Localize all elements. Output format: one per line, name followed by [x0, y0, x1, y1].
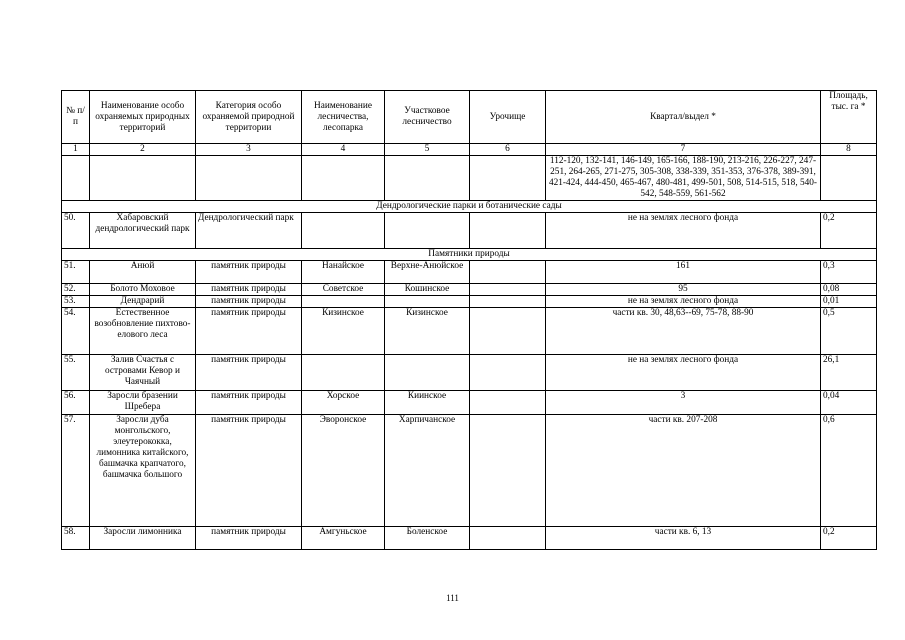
table-row [62, 308, 877, 355]
protected-areas-table [61, 90, 877, 550]
row-tract [470, 355, 546, 391]
column-number: 6 [470, 144, 546, 156]
row-district: Киинское [385, 391, 470, 415]
row-name: Анюй [90, 261, 196, 284]
row-category: памятник природы [196, 261, 302, 284]
table-row [62, 391, 877, 415]
row-forestry: Советское [302, 284, 385, 296]
table-row [62, 296, 877, 308]
column-number: 3 [196, 144, 302, 156]
section-title-dendro: Дендрологические парки и ботанические сады [62, 201, 877, 213]
table-row [62, 213, 877, 249]
row-forestry [302, 213, 385, 249]
row-area: 0,01 [821, 296, 877, 308]
row-num: 56. [62, 391, 90, 415]
header-area: Площадь, тыс. га * [821, 91, 877, 144]
row-area: 0,6 [821, 415, 877, 527]
row-num: 57. [62, 415, 90, 527]
header-num: № п/п [62, 91, 90, 144]
row-district: Кошинское [385, 284, 470, 296]
row-area: 0,5 [821, 308, 877, 355]
header-district: Участковое лесничество [385, 91, 470, 144]
row-forestry: Нанайское [302, 261, 385, 284]
table-row [62, 415, 877, 527]
header-quarter: Квартал/выдел * [546, 91, 821, 144]
row-name: Заросли бразении Шребера [90, 391, 196, 415]
row-tract [470, 391, 546, 415]
row-forestry: Кизинское [302, 308, 385, 355]
row-forestry: Амгуньское [302, 527, 385, 550]
row-num: 53. [62, 296, 90, 308]
header-row [62, 91, 877, 144]
row-category: памятник природы [196, 527, 302, 550]
row-category: памятник природы [196, 296, 302, 308]
row-forestry: Хорское [302, 391, 385, 415]
row-name: Заросли дуба монгольского, элеутерококка, лимонника китайского, башмачка крапчатого, башмачка большого [90, 415, 196, 527]
column-number: 5 [385, 144, 470, 156]
row-area: 0,04 [821, 391, 877, 415]
row-area: 0,08 [821, 284, 877, 296]
column-number: 7 [546, 144, 821, 156]
row-area: 0,2 [821, 213, 877, 249]
row-category: памятник природы [196, 415, 302, 527]
row-district: Верхне-Анюйское [385, 261, 470, 284]
row-category: памятник природы [196, 284, 302, 296]
continuation-row [62, 156, 877, 201]
header-tract: Урочище [470, 91, 546, 144]
table-row [62, 355, 877, 391]
row-quarter: не на землях лесного фонда [546, 355, 821, 391]
row-area: 0,2 [821, 527, 877, 550]
row-tract [470, 261, 546, 284]
continuation-quarter: 112-120, 132-141, 146-149, 165-166, 188-190, 213-216, 226-227, 247-251, 264-265, 271-275, 305-308, 338-339, 351-353, 376-378, 389-391, 421-424, 444-450, 465-467, 480-481, 499-501, 508, 514-515, 518, 540-542, 548-559, 561-562 [546, 156, 821, 201]
row-tract [470, 296, 546, 308]
row-district: Боленское [385, 527, 470, 550]
row-area: 0,3 [821, 261, 877, 284]
row-name: Естественное возобновление пихтово-елового леса [90, 308, 196, 355]
row-category: памятник природы [196, 355, 302, 391]
header-name: Наименование особо охраняемых природных территорий [90, 91, 196, 144]
row-num: 58. [62, 527, 90, 550]
row-tract [470, 527, 546, 550]
row-category: памятник природы [196, 391, 302, 415]
table-row [62, 261, 877, 284]
row-quarter: 3 [546, 391, 821, 415]
table-row [62, 527, 877, 550]
page-number: 111 [446, 593, 459, 603]
row-name: Болото Моховое [90, 284, 196, 296]
row-tract [470, 284, 546, 296]
row-quarter: части кв. 30, 48,63--69, 75-78, 88-90 [546, 308, 821, 355]
row-name: Заросли лимонника [90, 527, 196, 550]
table-row [62, 284, 877, 296]
section-row-dendro [62, 201, 877, 213]
column-number-row [62, 144, 877, 156]
header-forestry: Наименование лесничества, лесопарка [302, 91, 385, 144]
row-district: Харпичанское [385, 415, 470, 527]
row-quarter: не на землях лесного фонда [546, 296, 821, 308]
row-num: 55. [62, 355, 90, 391]
row-tract [470, 308, 546, 355]
row-district [385, 355, 470, 391]
row-forestry: Эворонское [302, 415, 385, 527]
column-number: 2 [90, 144, 196, 156]
row-num: 51. [62, 261, 90, 284]
row-quarter: 95 [546, 284, 821, 296]
row-forestry [302, 296, 385, 308]
header-category: Категория особо охраняемой природной территории [196, 91, 302, 144]
column-number: 1 [62, 144, 90, 156]
row-quarter: не на землях лесного фонда [546, 213, 821, 249]
section-row-monuments [62, 249, 877, 261]
row-quarter: части кв. 6, 13 [546, 527, 821, 550]
row-num: 52. [62, 284, 90, 296]
row-category: памятник природы [196, 308, 302, 355]
row-name: Дендрарий [90, 296, 196, 308]
row-name: Залив Счастья с островами Кевор и Чаячный [90, 355, 196, 391]
row-quarter: части кв. 207-208 [546, 415, 821, 527]
row-forestry [302, 355, 385, 391]
row-area: 26,1 [821, 355, 877, 391]
column-number: 4 [302, 144, 385, 156]
column-number: 8 [821, 144, 877, 156]
row-tract [470, 415, 546, 527]
row-tract [470, 213, 546, 249]
row-category: Дендрологический парк [196, 213, 302, 249]
row-num: 50. [62, 213, 90, 249]
section-title-monuments: Памятники природы [62, 249, 877, 261]
row-district [385, 213, 470, 249]
row-name: Хабаровский дендрологический парк [90, 213, 196, 249]
row-quarter: 161 [546, 261, 821, 284]
row-district [385, 296, 470, 308]
row-num: 54. [62, 308, 90, 355]
row-district: Кизинское [385, 308, 470, 355]
